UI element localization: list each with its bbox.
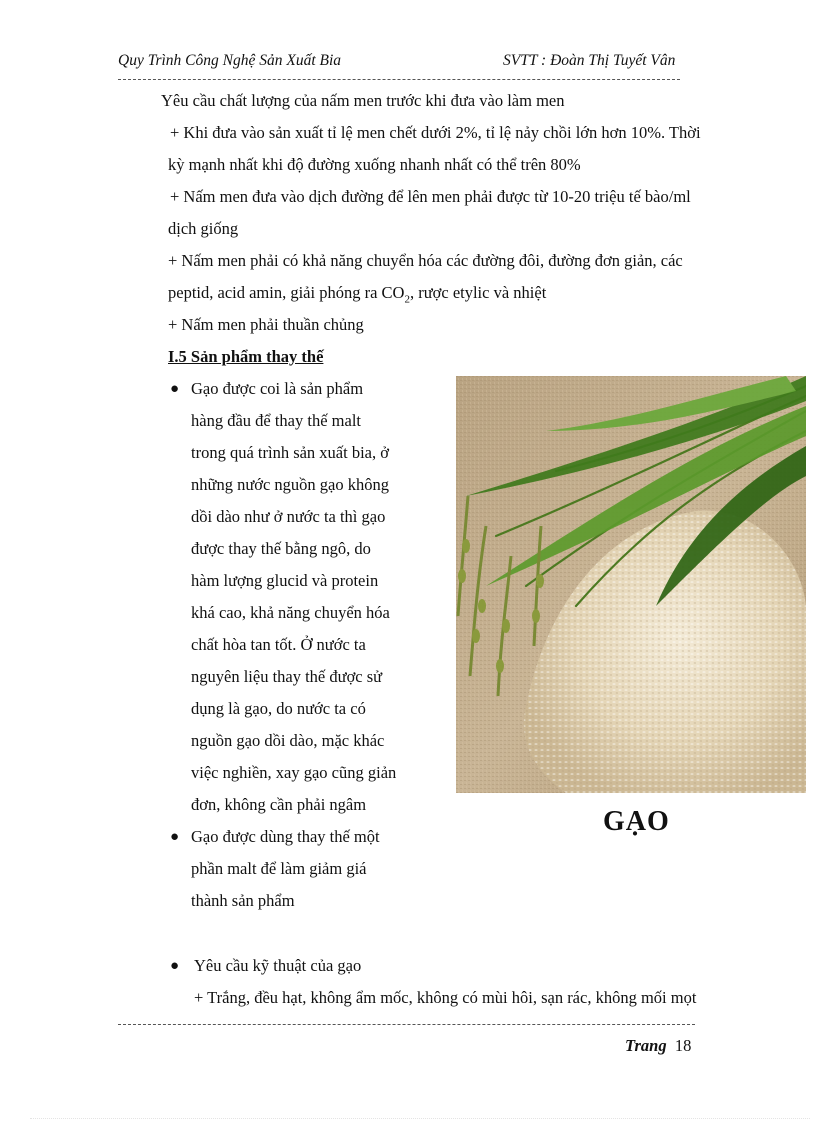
bullet-1-text <box>191 373 396 821</box>
bullet-2-line: phần malt để làm giảm giá <box>191 859 367 878</box>
bullet-1-line: việc nghiền, xay gạo cũng giản <box>191 763 397 782</box>
bullet-1-line: những nước nguồn gạo không <box>191 475 390 494</box>
rice-requirement-line: + Trắng, đều hạt, không ẩm mốc, không có mùi hôi, sạn rác, không mối mọt <box>194 988 697 1007</box>
page-label: Trang <box>625 1036 667 1055</box>
header-divider <box>118 79 680 80</box>
bullet-marker: ● <box>170 381 180 397</box>
yeast-line-6-b: , rược etylic và nhiệt <box>409 283 547 302</box>
running-header-title: Quy Trình Công Nghệ Sản Xuất Bia <box>118 52 342 69</box>
bullet-marker: ● <box>170 958 180 974</box>
bullet-2-text <box>191 821 380 917</box>
bullet-1-line: trong quá trình sản xuất bia, ở <box>191 443 389 462</box>
yeast-line-2: kỳ mạnh nhất khi độ đường xuống nhanh nhất có thể trên 80% <box>168 155 581 174</box>
page-number: 18 <box>674 1036 692 1055</box>
bullet-1-line: nguyên liệu thay thế được sử <box>191 667 383 686</box>
bullet-1-line: được thay thế bằng ngô, do <box>191 539 371 558</box>
footer-divider <box>118 1024 695 1025</box>
section-heading: I.5 Sản phẩm thay thế <box>168 347 324 366</box>
bullet-2-line: thành sản phẩm <box>191 891 295 910</box>
bullet-1-line: đơn, không cần phải ngâm <box>191 795 367 814</box>
bullet-1-line: nguồn gạo dồi dào, mặc khác <box>191 731 385 750</box>
figure-caption: GẠO <box>603 806 670 837</box>
bullet-1-line: hàng đầu để thay thế malt <box>191 411 361 430</box>
bullet-marker: ● <box>170 829 180 845</box>
yeast-line-3: + Nấm men đưa vào dịch đường để lên men phải được từ 10-20 triệu tế bào/ml <box>170 187 691 206</box>
yeast-line-4: dịch giống <box>168 219 239 238</box>
yeast-requirements-title: Yêu cầu chất lượng của nấm men trước khi đưa vào làm men <box>161 91 565 110</box>
rice-requirements-title: Yêu cầu kỹ thuật của gạo <box>194 956 362 975</box>
bullet-1-line: chất hòa tan tốt. Ở nước ta <box>191 635 366 654</box>
page-footer <box>625 1036 691 1056</box>
running-header-author: SVTT : Đoàn Thị Tuyết Vân <box>503 52 676 69</box>
bullet-1-line: Gạo được coi là sản phẩm <box>191 379 364 398</box>
yeast-line-6-a: peptid, acid amin, giải phóng ra CO <box>168 283 405 302</box>
yeast-line-5: + Nấm men phải có khả năng chuyển hóa các đường đôi, đường đơn giản, các <box>168 251 683 270</box>
rice-photo <box>456 376 806 793</box>
bullet-1-line: dồi dào như ở nước ta thì gạo <box>191 507 386 526</box>
bullet-1-line: dụng là gạo, do nước ta có <box>191 699 366 718</box>
co2-subscript: 2 <box>404 293 410 306</box>
page-edge-divider <box>30 1118 810 1119</box>
bullet-1-line: hàm lượng glucid và protein <box>191 571 379 590</box>
bullet-1-line: khá cao, khả năng chuyển hóa <box>191 603 390 622</box>
yeast-line-1: + Khi đưa vào sản xuất tỉ lệ men chết dưới 2%, tỉ lệ nảy chồi lớn hơn 10%. Thời <box>170 123 701 142</box>
yeast-line-7: + Nấm men phải thuần chủng <box>168 315 364 334</box>
bullet-2-line: Gạo được dùng thay thế một <box>191 827 380 846</box>
